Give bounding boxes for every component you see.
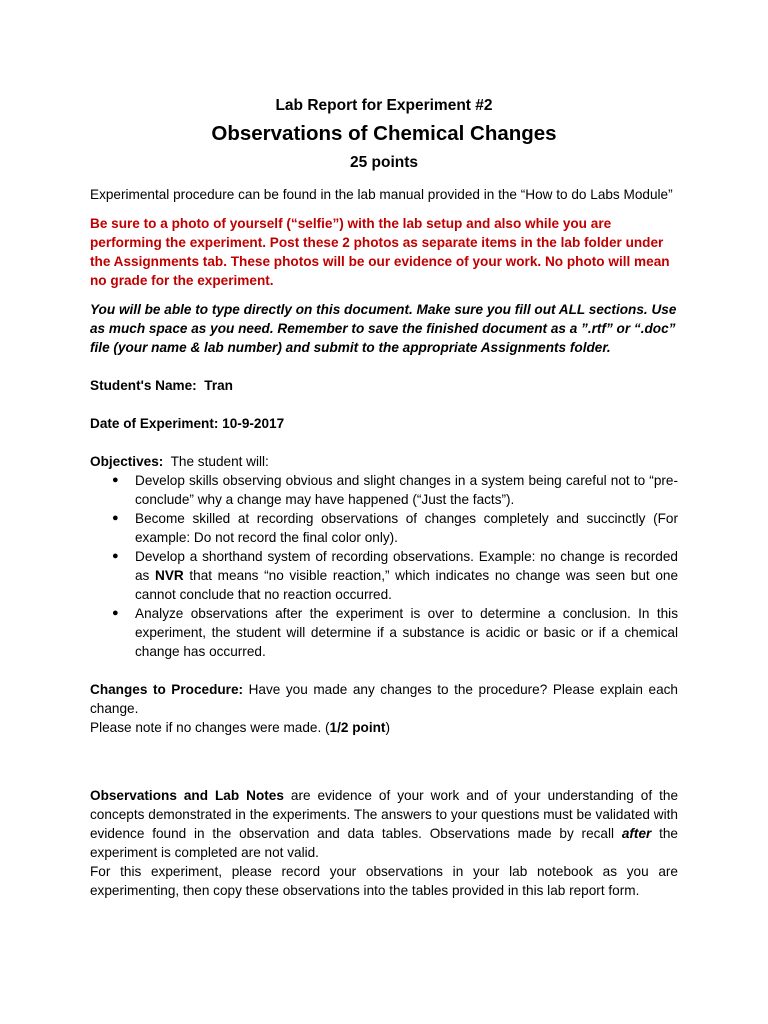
student-name-line (90, 376, 678, 395)
objectives-lead: The student will: (170, 454, 269, 469)
bullet-icon: ● (112, 474, 119, 486)
document-content (90, 96, 678, 900)
changes-label: Changes to Procedure: (90, 682, 244, 697)
observations-paragraph-2: For this experiment, please record your observations in your lab notebook as you are experimenting, then copy these observations into the tables provided in this lab report form. (90, 864, 678, 898)
list-item: ● Analyze observations after the experiment is over to determine a conclusion. In this experiment, the student will determine if a substance is acidic or basic or if a chemical change has occurred. (112, 606, 678, 659)
objectives-list (90, 471, 678, 661)
observations-label: Observations and Lab Notes (90, 788, 284, 803)
bullet-icon: ● (112, 512, 119, 524)
list-item: ● Develop a shorthand system of recording observations. Example: no change is recorded as NVR that means “no visible reaction,” which indicates no change was seen but one cannot conclude that no reaction occurred. (112, 549, 679, 602)
photo-warning: Be sure to a photo of yourself (“selfie”) with the lab setup and also while you are performing the experiment. Post these 2 photos as separate items in the lab folder under the Assignments tab. These photos will be our evidence of your work. No photo will mean no grade for the experiment. (90, 216, 670, 288)
instructions-paragraph: You will be able to type directly on this document. Make sure you fill out ALL sections. Use as much space as you need. Remember to save the finished document as a ”.rtf” or “.doc” file (your name & lab number) and submit to the appropriate Assignments folder. (90, 302, 677, 355)
report-title: Observations of Chemical Changes (211, 122, 557, 145)
changes-note: Please note if no changes were made. (1/2 point) (90, 720, 390, 735)
list-item: ● Become skilled at recording observations of changes completely and succinctly (For example: Do not record the final color only). (112, 511, 678, 545)
student-name-value[interactable]: Tran (204, 378, 233, 393)
student-name-label: Student's Name: (90, 378, 197, 393)
objectives-label: Objectives: (90, 454, 164, 469)
points-label: 25 points (349, 154, 419, 171)
report-heading: Lab Report for Experiment #2 (275, 97, 493, 114)
date-line: Date of Experiment: 10-9-2017 (90, 416, 285, 431)
objectives-header (90, 452, 678, 471)
changes-paragraph: Changes to Procedure: Have you made any changes to the procedure? Please explain each change. (90, 682, 678, 716)
bullet-icon: ● (112, 550, 119, 562)
list-item: ● Develop skills observing obvious and slight changes in a system being careful not to “pre-conclude” why a change may have happened (“Just the facts”). (112, 473, 678, 507)
bullet-icon: ● (112, 607, 119, 619)
intro-paragraph: Experimental procedure can be found in the lab manual provided in the “How to do Labs Module” (90, 187, 673, 202)
observations-paragraph: Observations and Lab Notes are evidence of your work and of your understanding of the concepts demonstrated in the experiments. The answers to your questions must be validated with evidence found in the observation and data tables. Observations made by recall after the experiment is completed are not valid. (90, 788, 679, 860)
